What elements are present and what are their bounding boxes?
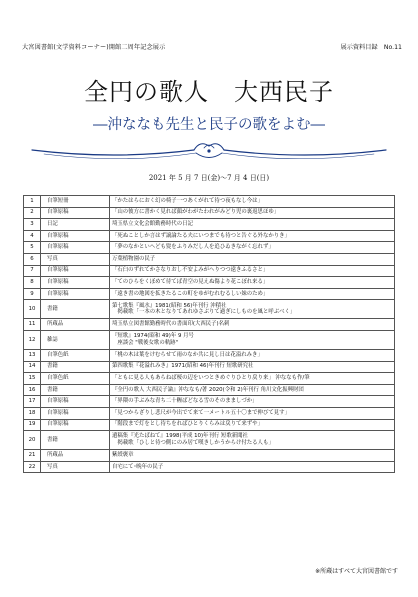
row-description — [110, 384, 395, 396]
row-category: 写真 — [41, 253, 110, 265]
row-number: 8 — [24, 277, 41, 289]
description-line: 「ともに見る人もあらねば桜の辺をいつときめぐりひとり戻り来」 沖ななも作/筆 — [112, 375, 310, 382]
row-category: 自筆色紙 — [41, 373, 110, 385]
description-line: 座談会 "戦後女歌の軌跡" — [112, 339, 178, 346]
row-description — [110, 319, 395, 331]
row-description — [110, 407, 395, 419]
description-line: 「見つからざりし悲尺が今出でて来て一メートル五十〇まで伸びて見す」 — [112, 409, 290, 416]
description-line: 「かたはらにおく幻の椅子一つあくがれて待つ夜もなし今は」 — [112, 197, 263, 204]
row-number: 18 — [24, 407, 41, 419]
row-category: 書籍 — [41, 300, 110, 319]
row-description — [110, 330, 395, 349]
description-line: 「死ぬことしか言はず譲論たる夫にいつまでも待つと告ぐる外なかりき」 — [112, 232, 290, 239]
table-row — [24, 230, 395, 242]
page-title: 全円の歌人 大西民子 — [84, 78, 334, 106]
table-row — [24, 450, 395, 462]
description-line: 「界隈の手ぶみな青ち二十糎ばどなる雪のそのまましづか」 — [112, 398, 258, 405]
description-line: 『短歌』1974(昭和 49)年 9 月号 — [112, 333, 194, 340]
row-number: 6 — [24, 253, 41, 265]
row-category: 自筆原稿 — [41, 419, 110, 431]
row-category: 写真 — [41, 461, 110, 473]
description-line: 「階段まで灯をとし待ちをればひとりくらみは戻りて来ずや」 — [112, 421, 263, 428]
table-row — [24, 349, 395, 361]
row-description — [110, 431, 395, 450]
row-description — [110, 277, 395, 289]
description-line: 「石臼のずれてかさなりおし不安よみがへりつつ遠きふるさと」 — [112, 267, 269, 274]
description-line: 自宅にて･晩年の民子 — [112, 463, 164, 470]
row-description — [110, 300, 395, 319]
row-number: 9 — [24, 288, 41, 300]
row-category: 雑誌 — [41, 330, 110, 349]
row-description — [110, 461, 395, 473]
table-row — [24, 196, 395, 208]
table-row — [24, 319, 395, 331]
row-number: 15 — [24, 373, 41, 385]
table-row — [24, 419, 395, 431]
table-row — [24, 300, 395, 319]
exhibition-dates: 2021 年 5 月 7 日(金)～7 月 4 日(日) — [148, 174, 270, 182]
description-line: 埼玉県立文化会館勤務時代の日記 — [112, 221, 193, 228]
row-number: 7 — [24, 265, 41, 277]
row-description — [110, 265, 395, 277]
row-number: 17 — [24, 396, 41, 408]
table-row — [24, 373, 395, 385]
table-row — [24, 242, 395, 254]
description-line: 第七歌集『風水』1981(昭和 56)年刊行 沖積社 — [112, 302, 227, 309]
row-description — [110, 349, 395, 361]
row-category: 書籍 — [41, 431, 110, 450]
row-number: 19 — [24, 419, 41, 431]
flourish-divider-icon — [24, 138, 394, 164]
row-number: 5 — [24, 242, 41, 254]
row-category: 書籍 — [41, 361, 110, 373]
row-number: 4 — [24, 230, 41, 242]
row-category: 自筆原稿 — [41, 407, 110, 419]
table-row — [24, 330, 395, 349]
row-category: 自筆短冊 — [41, 196, 110, 208]
row-number: 3 — [24, 219, 41, 231]
description-line: 掲載歌「一本の木となりてあれゆさぶりて過ぎにしものを風と呼ぶべく」 — [112, 309, 296, 316]
table-row — [24, 207, 395, 219]
description-line: 万葉植物園の民子 — [112, 255, 156, 262]
description-line: 遺稿集『光たばねて』1998(平成 10)年刊行 短歌新聞社 — [112, 433, 248, 440]
table-row — [24, 396, 395, 408]
table-row — [24, 431, 395, 450]
row-description — [110, 288, 395, 300]
row-description — [110, 396, 395, 408]
row-category: 自筆色紙 — [41, 349, 110, 361]
table-row — [24, 407, 395, 419]
description-line: 「夢のなかといへども髪をふりみだし人を追ひゐきながく忘れず」 — [112, 244, 274, 251]
table-row — [24, 288, 395, 300]
row-number: 13 — [24, 349, 41, 361]
table-row — [24, 461, 395, 473]
row-category: 所蔵品 — [41, 450, 110, 462]
footer-note: ※所蔵はすべて大宮図書館です — [315, 568, 398, 575]
description-line: 「遠き書の地図を拡きたるこの町をゆがむれむるしい妹のため」 — [112, 290, 269, 297]
row-description — [110, 230, 395, 242]
row-description — [110, 207, 395, 219]
description-line: 「山の彼方に書かく見れば顔がわがたわれがみどり児の裏返思ほゆ」 — [112, 209, 280, 216]
table-row — [24, 384, 395, 396]
row-category: 日記 — [41, 219, 110, 231]
table-row — [24, 361, 395, 373]
header-exhibit-name: 大宮図書館(文学資料コーナー)開館二周年記念展示 — [22, 44, 166, 51]
row-number: 20 — [24, 431, 41, 450]
row-category: 自筆原稿 — [41, 396, 110, 408]
row-number: 10 — [24, 300, 41, 319]
row-description — [110, 242, 395, 254]
row-number: 14 — [24, 361, 41, 373]
row-category: 自筆原稿 — [41, 230, 110, 242]
description-line: 「桃の木は葉をけむらせて雨のなか共に見し日は花溢れみき」 — [112, 351, 263, 358]
row-number: 12 — [24, 330, 41, 349]
row-number: 21 — [24, 450, 41, 462]
table-row — [24, 253, 395, 265]
description-line: 『全円の歌人 大西民子論』沖ななも/著 2020(令和 2)年刊行 角川文化振興財団 — [112, 386, 304, 393]
description-line: 掲載歌「ひしと待つ側にのみ居て嘆きしかうからけ付たる人も」 — [112, 440, 274, 447]
row-description — [110, 419, 395, 431]
row-category: 自筆原稿 — [41, 265, 110, 277]
row-description — [110, 253, 395, 265]
row-number: 1 — [24, 196, 41, 208]
row-category: 所蔵品 — [41, 319, 110, 331]
row-number: 2 — [24, 207, 41, 219]
header-catalog-number: 展示資料目録 No.11 — [340, 44, 402, 51]
table-row — [24, 277, 395, 289]
row-category: 書籍 — [41, 384, 110, 396]
table-row — [24, 219, 395, 231]
description-line: 「てのひらをくぼめて待てば青空の見えぬ傷より花こぼれ来る」 — [112, 279, 269, 286]
row-description — [110, 373, 395, 385]
row-description — [110, 219, 395, 231]
table-row — [24, 265, 395, 277]
row-number: 11 — [24, 319, 41, 331]
exhibit-list-table — [23, 195, 395, 473]
row-description — [110, 361, 395, 373]
row-category: 自筆原稿 — [41, 277, 110, 289]
description-line: 埼玉県立図書館勤務時代の書面印(大西民子)名刺 — [112, 321, 230, 328]
row-description — [110, 450, 395, 462]
page-subtitle: ―沖ななも先生と民子の歌をよむ― — [93, 117, 325, 133]
row-description — [110, 196, 395, 208]
description-line: 紫綬褒章 — [112, 451, 134, 458]
row-category: 自筆原稿 — [41, 207, 110, 219]
row-category: 自筆原稿 — [41, 288, 110, 300]
row-number: 22 — [24, 461, 41, 473]
row-category: 自筆原稿 — [41, 242, 110, 254]
row-number: 16 — [24, 384, 41, 396]
description-line: 第四歌集『花溢れみき』1971(昭和 46)年刊行 短歌研究社 — [112, 363, 254, 370]
